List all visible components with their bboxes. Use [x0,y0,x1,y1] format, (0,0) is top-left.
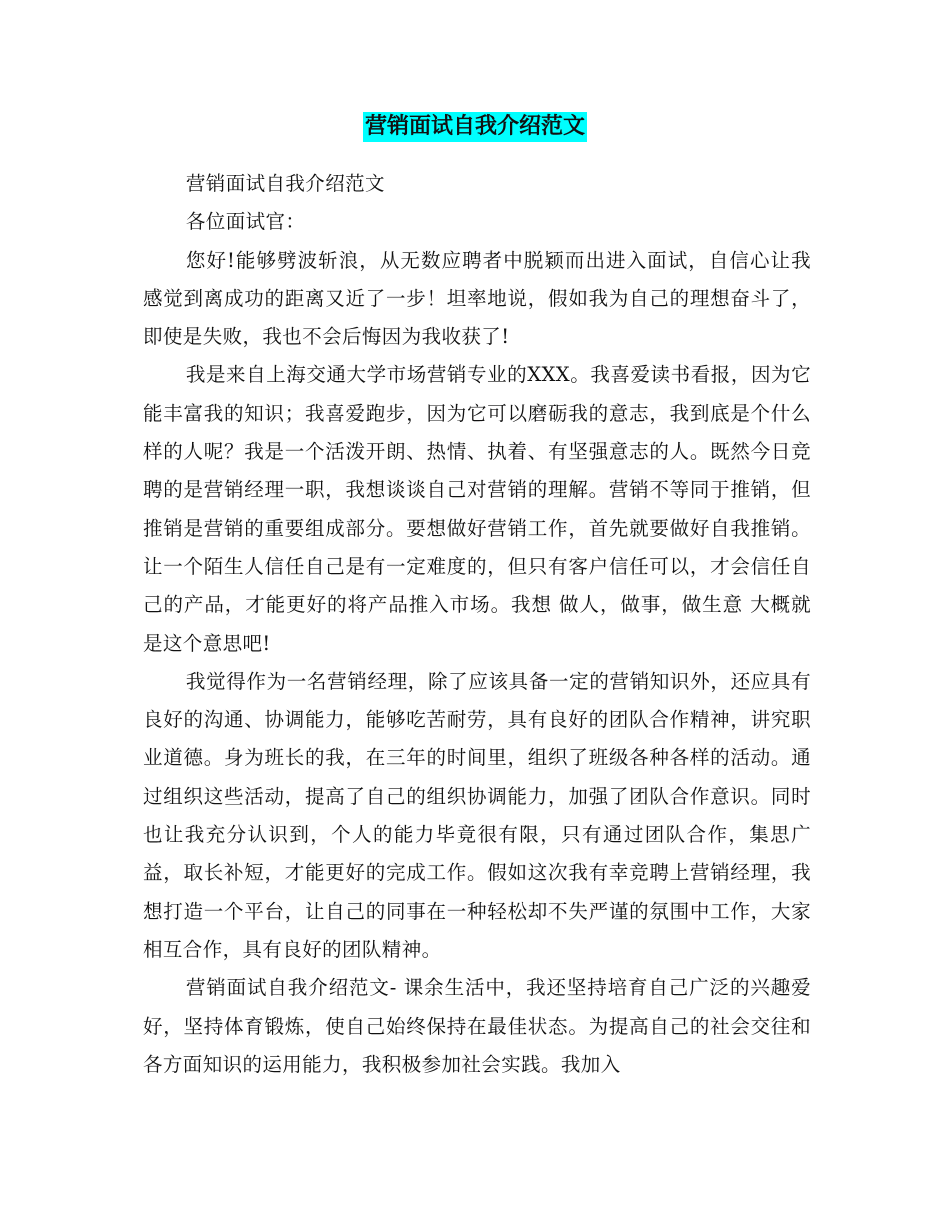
paragraph-activities: 营销面试自我介绍范文- 课余生活中，我还坚持培育自己广泛的兴趣爱好，坚持体育锻炼，使自己始终保持在最佳状态。为提高自己的社会交往和各方面知识的运用能力，我积极参加社会实践。我加入 [143,976,811,1076]
paragraph-heading: 营销面试自我介绍范文 [185,172,385,195]
title-container [0,112,950,142]
paragraph-salutation: 各位面试官： [185,210,306,234]
document-title: 营销面试自我介绍范文 [363,112,587,142]
document-body [143,165,811,1084]
paragraph-self-intro: 我是来自上海交通大学市场营销专业的XXX。我喜爱读书看报，因为它能丰富我的知识；我喜爱跑步，因为它可以磨砺我的意志，我到底是个什么样的人呢？我是一个活泼开朗、热情、执着、有坚强意志的人。既然今日竞聘的是营销经理一职，我想谈谈自己对营销的理解。营销不等同于推销，但推销是营销的重要组成部分。要想做好营销工作，首先就要做好自我推销。让一个陌生人信任自己是有一定难度的，但只有客户信任可以，才会信任自己的产品，才能更好的将产品推入市场。我想 做人，做事，做生意 大概就是这个意思吧! [143,363,811,655]
paragraph-qualities: 我觉得作为一名营销经理，除了应该具备一定的营销知识外，还应具有良好的沟通、协调能力，能够吃苦耐劳，具有良好的团队合作精神，讲究职业道德。身为班长的我，在三年的时间里，组织了班级各种各样的活动。通过组织这些活动，提高了自己的组织协调能力，加强了团队合作意识。同时也让我充分认识到，个人的能力毕竟很有限，只有通过团队合作，集思广益，取长补短，才能更好的完成工作。假如这次我有幸竞聘上营销经理，我想打造一个平台，让自己的同事在一种轻松却不失严谨的氛围中工作，大家相互合作，具有良好的团队精神。 [143,669,811,961]
paragraph-greeting: 您好!能够劈波斩浪，从无数应聘者中脱颖而出进入面试，自信心让我感觉到离成功的距离又近了一步！坦率地说，假如我为自己的理想奋斗了，即使是失败，我也不会后悔因为我收获了! [143,248,811,349]
